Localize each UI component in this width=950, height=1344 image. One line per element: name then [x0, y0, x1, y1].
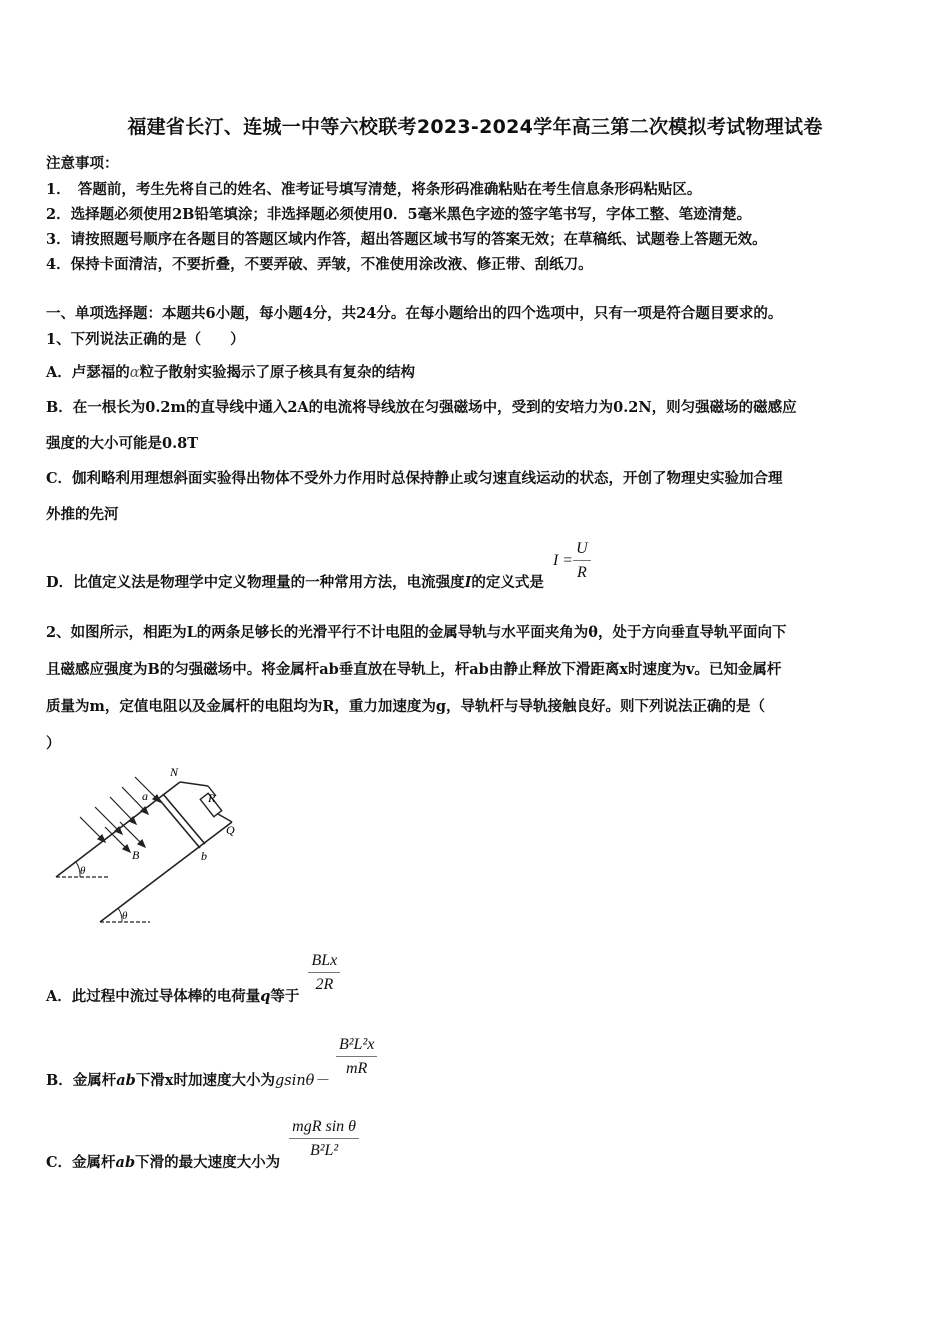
- q2-stem-line3: 质量为m，定值电阻以及金属杆的电阻均为R，重力加速度为g，导轨杆与导轨接触良好。则下列说法正确的是（: [46, 698, 766, 715]
- label-a: a: [142, 789, 148, 803]
- q1-option-c-line1: C．伽利略利用理想斜面实验得出物体不受外力作用时总保持静止或匀速直线运动的状态，开创了物理史实验加合理: [46, 470, 783, 487]
- notice-item-2: 2．选择题必须使用2B铅笔填涂；非选择题必须使用0．5毫米黑色字迹的签字笔书写，字体工整、笔迹清楚。: [46, 206, 752, 223]
- q2-option-a: A．此过程中流过导体棒的电荷量q等于 $\frac{\text{BLx}}{2R}$: [46, 952, 340, 994]
- q2-a-formula: $\frac{\text{BLx}}{2R}$: [308, 952, 340, 994]
- label-b-field: B: [132, 848, 140, 862]
- label-theta-lower: θ: [122, 910, 128, 922]
- q2-stem-line4: ）: [46, 735, 61, 752]
- notice-item-3: 3．请按照题号顺序在各题目的答题区域内作答，超出答题区域书写的答案无效；在草稿纸、试题卷上答题无效。: [46, 231, 767, 248]
- q2-c-formula: $\frac{\text{mgR sin θ}}{\text{B²L²}}$: [289, 1118, 359, 1160]
- label-q: Q: [226, 823, 235, 837]
- magnetic-field-arrows: [80, 777, 160, 852]
- q2-stem-line1: 2、如图所示，相距为L的两条足够长的光滑平行不计电阻的金属导轨与水平面夹角为θ，处于方向垂直导轨平面向下: [46, 624, 787, 641]
- label-b-rod: b: [201, 849, 207, 863]
- q2-option-b: B．金属杆ab下滑x时加速度大小为gsinθ－ $\frac{\text{B²L²x}}{mR}$: [46, 1036, 377, 1078]
- q1-option-b-line2: 强度的大小可能是0.8T: [46, 435, 199, 452]
- q2-option-c: C．金属杆ab下滑的最大速度大小为 $\frac{\text{mgR sin θ}}{\text{B²L²}}$: [46, 1118, 359, 1160]
- label-theta-upper: θ: [80, 865, 86, 877]
- q2-b-formula: $\frac{\text{B²L²x}}{mR}$: [336, 1036, 377, 1078]
- alpha-symbol: α: [129, 365, 140, 381]
- notice-item-1: 1． 答题前，考生先将自己的姓名、准考证号填写清楚，将条形码准确粘贴在考生信息条形码粘贴区。: [46, 181, 702, 198]
- label-r: R: [208, 791, 216, 805]
- rail-lower: [100, 822, 232, 922]
- q1-d-formula: I = $\frac{U}{R}$: [553, 540, 591, 582]
- q1-option-b-line1: B．在一根长为0.2m的直导线中通入2A的电流将导线放在匀强磁场中，受到的安培力为0.2N，则匀强磁场的磁感应: [46, 399, 797, 416]
- label-n: N: [170, 765, 179, 779]
- q2-stem-line2: 且磁感应强度为B的匀强磁场中。将金属杆ab垂直放在导轨上，杆ab由静止释放下滑距离x时速度为v。已知金属杆: [46, 661, 782, 678]
- q1-option-d: D．比值定义法是物理学中定义物理量的一种常用方法，电流强度I的定义式是 I = $\frac{U}{R}$: [46, 540, 591, 582]
- q1-option-c-line2: 外推的先河: [46, 506, 119, 523]
- notice-heading: 注意事项：: [46, 155, 119, 172]
- q1-option-a: A．卢瑟福的α粒子散射实验揭示了原子核具有复杂的结构: [46, 364, 416, 381]
- exam-title: 福建省长汀、连城一中等六校联考2023-2024学年高三第二次模拟考试物理试卷: [127, 116, 823, 138]
- inclined-rails-figure: [50, 762, 265, 932]
- q1-stem: 1、下列说法正确的是（ ）: [46, 331, 245, 348]
- metal-rod-ab: [158, 798, 200, 848]
- notice-item-4: 4．保持卡面清洁，不要折叠，不要弄破、弄皱，不准使用涂改液、修正带、刮纸刀。: [46, 256, 593, 273]
- section-heading: 一、单项选择题：本题共6小题，每小题4分，共24分。在每小题给出的四个选项中，只有一项是符合题目要求的。: [46, 305, 783, 322]
